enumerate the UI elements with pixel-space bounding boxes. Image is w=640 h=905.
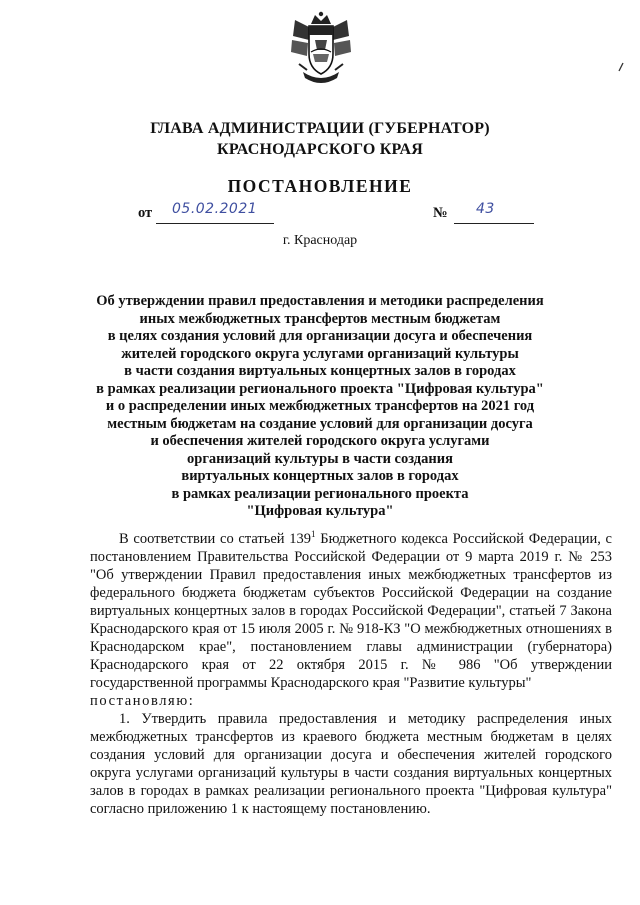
title-line: и о распределении иных межбюджетных трансфертов на 2021 год bbox=[105, 398, 535, 414]
document-title bbox=[60, 293, 580, 521]
city: г. Краснодар bbox=[282, 233, 358, 248]
scan-mark bbox=[617, 62, 625, 72]
date-value: 05.02.2021 bbox=[172, 201, 258, 217]
title-line: в рамках реализации регионального проекта bbox=[171, 485, 469, 502]
authority-line-2: КРАСНОДАРСКОГО КРАЯ bbox=[217, 141, 423, 158]
article-superscript: 1 bbox=[311, 529, 316, 540]
title-line: в части создания виртуальных концертных залов в городах bbox=[124, 363, 516, 379]
title-line: организаций культуры в части создания bbox=[187, 450, 453, 467]
title-line: жителей городского округа услугами организаций культуры bbox=[121, 345, 519, 362]
authority-line-1: ГЛАВА АДМИНИСТРАЦИИ (ГУБЕРНАТОР) bbox=[150, 120, 490, 137]
number-value: 43 bbox=[476, 201, 495, 217]
paragraph-item-1: 1. Утвердить правила предоставления и методику распределения иных межбюджетных трансфертов из краевого бюджета местным бюджетам в целях создания условий для организации досуга и обеспечения жителей городского округа услугами организаций культуры в части создания виртуальных концертных залов в городах в рамках реализации регионального проекта "Цифровая культура" согласно приложению 1 к настоящему постановлению. bbox=[90, 711, 612, 817]
document-type: ПОСТАНОВЛЕНИЕ bbox=[227, 176, 413, 196]
title-line: виртуальных концертных залов в городах bbox=[181, 468, 459, 484]
preamble-text-rest: Бюджетного кодекса Российской Федерации, с постановлением Правительства Российской Федерации от 9 марта 2019 г. № 253 "Об утверждении Правил предоставления иных межбюджетных трансфертов из федерального бюджета бюджетам субъектов Российской Федерации на создание виртуальных концертных залов в городах Российской Федерации", статьей 7 Закона Краснодарского края от 15 июля 2005 г. № 918-КЗ "О межбюджетных отношениях в Краснодарском крае", постановлением главы администрации (губернатора) Краснодарского края от 22 октября 2015 г. № 986 "Об утверждении государственной программы Краснодарского края "Развитие культуры" bbox=[90, 531, 612, 691]
title-line: в рамках реализации регионального проекта "Цифровая культура" bbox=[96, 380, 544, 397]
title-line: иных межбюджетных трансфертов местным бюджетам bbox=[139, 310, 501, 327]
title-line: в целях создания условий для организации досуга и обеспечения bbox=[107, 328, 533, 344]
number-label: № bbox=[433, 205, 448, 221]
title-line: и обеспечения жителей городского округа услугами bbox=[150, 433, 490, 449]
preamble-text-start: В соответствии со статьей 139 bbox=[119, 531, 312, 547]
paragraph-preamble bbox=[90, 530, 612, 710]
date-label: от bbox=[138, 205, 153, 221]
title-line: "Цифровая культура" bbox=[246, 503, 394, 519]
document-body bbox=[90, 530, 612, 818]
coat-of-arms-icon bbox=[289, 10, 353, 84]
title-line: местным бюджетам на создание условий для организации досуга bbox=[107, 415, 533, 432]
decree-word: постановляю: bbox=[90, 693, 195, 709]
title-line: Об утверждении правил предоставления и методики распределения bbox=[96, 293, 544, 309]
